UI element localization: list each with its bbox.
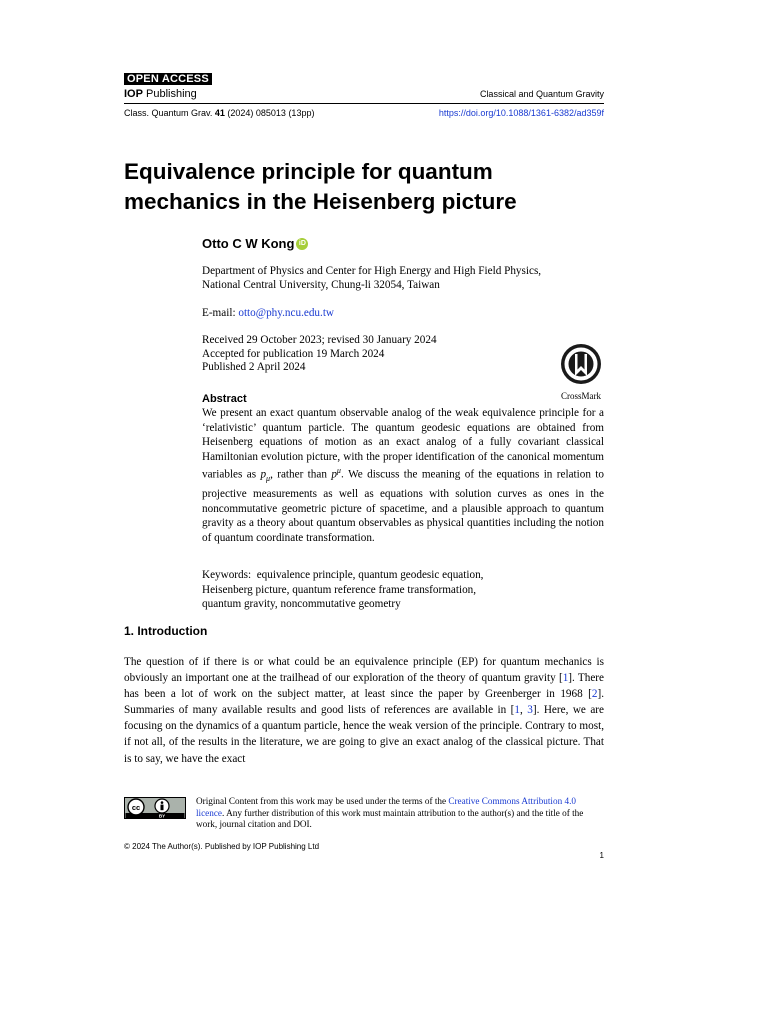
article-dates <box>202 334 604 375</box>
crossmark-icon <box>560 343 602 385</box>
license-part-2: . Any further distribution of this work must maintain attribution to the author(s) and the title of the work, journal citation and DOI. <box>196 807 584 830</box>
ref-separator: , <box>520 704 528 717</box>
email-label: E-mail: <box>202 307 239 319</box>
copyright: © 2024 The Author(s). Published by IOP Publishing Ltd <box>124 842 320 851</box>
crossmark-label: CrossMark <box>561 391 601 401</box>
license-part-1: Original Content from this work may be used under the terms of the <box>196 796 449 806</box>
received-date: Received 29 October 2023; revised 30 January 2024 <box>202 334 437 346</box>
upper-index-mu: μ <box>336 466 341 476</box>
article-title <box>124 157 604 217</box>
publisher-bold: IOP <box>124 88 143 100</box>
abstract-part-3: . We discuss the meaning of the equations in relation to projective measurements as well as equations with solution curves as ones in the noncommutative geometric picture of spacetime, and a plausible approach to quantum gravity as a theory about quantum observables as physical quantities including the notion of quantum coordinate transformation. <box>202 469 605 544</box>
abstract-text <box>202 406 604 545</box>
intro-part-1: The question of if there is or what could be an equivalence principle (EP) for quantum mechanics is obviously an important one at the trailhead of our exploration of the theory of quantum gravity [ <box>124 656 604 685</box>
email-line <box>202 307 604 321</box>
lower-index-mu: μ <box>266 474 271 484</box>
introduction-text <box>124 654 604 767</box>
citation-ref[interactable]: 3 <box>527 704 533 717</box>
symbol-p-upper: p <box>331 469 337 482</box>
doi-link[interactable]: https://doi.org/10.1088/1361-6382/ad359f <box>438 108 604 118</box>
keywords-line-3: quantum gravity, noncommutative geometry <box>202 598 401 611</box>
keywords-1: equivalence principle, quantum geodesic equation, <box>256 569 484 581</box>
section-heading-introduction: 1. Introduction <box>124 624 208 638</box>
keywords-line-2: Heisenberg picture, quantum reference frame transformation, <box>202 583 477 596</box>
symbol-p-lower: p <box>260 469 267 482</box>
affiliation <box>202 265 604 292</box>
orcid-icon[interactable]: iD <box>296 238 308 250</box>
citation-ref[interactable]: 1 <box>562 672 569 685</box>
affiliation-line-1: Department of Physics and Center for High Energy and High Field Physics, <box>202 265 542 277</box>
cc-by-icon <box>124 797 186 819</box>
intro-part-2: ]. There has been a lot of work on the subject matter, at least since the paper by Greenberger in 1968 [ <box>124 672 605 701</box>
cc-by-badge[interactable] <box>124 797 186 823</box>
intro-part-4: ]. Here, we are focusing on the dynamics of a quantum particle, hence the weak version of the principle. Contrary to most, if not all, of the results in the literature, we are going to give an exact analog of the classical picture. That is to say, we have the exact <box>124 704 605 765</box>
keywords-label: Keywords: <box>202 569 252 581</box>
cc-licence-link[interactable]: Creative Commons Attribution 4.0 licence <box>196 796 576 818</box>
license-text <box>124 796 604 831</box>
journal-name: Classical and Quantum Gravity <box>479 89 604 99</box>
author <box>202 236 308 251</box>
email-link[interactable]: otto@phy.ncu.edu.tw <box>238 307 335 319</box>
citation-volume: 41 <box>214 108 225 118</box>
accepted-date: Accepted for publication 19 March 2024 <box>202 347 385 360</box>
crossmark-button[interactable] <box>556 343 606 401</box>
title-line-1: Equivalence principle for quantum <box>124 159 493 184</box>
abstract-heading: Abstract <box>202 393 247 405</box>
citation-ref[interactable]: 1 <box>514 704 520 717</box>
abstract-part-1: We present an exact quantum observable analog of the weak equivalence principle for a ‘relativistic’ quantum particle. The quantum geodesic equations are obtained from Heisenberg equations of motion as an exact analog of a fully covariant classical Hamiltonian evolution picture, with the proper identification of the canonical momentum variables as <box>202 407 604 482</box>
intro-part-3: ]. Summaries of many available results and good lists of references are available in [ <box>124 688 604 717</box>
citation <box>124 108 314 119</box>
publisher-name: Publishing <box>142 88 197 100</box>
affiliation-line-2: National Central University, Chung-li 32054, Taiwan <box>202 278 440 291</box>
open-access-badge: OPEN ACCESS <box>124 73 212 85</box>
author-name[interactable]: Otto C W Kong <box>202 236 295 251</box>
cc-label: cc <box>131 802 141 812</box>
citation-rest: (2024) 085013 (13pp) <box>224 108 315 118</box>
citation-ref[interactable]: 2 <box>591 688 598 701</box>
page-number: 1 <box>599 851 604 860</box>
by-label: BY <box>158 813 166 819</box>
title-line-2: mechanics in the Heisenberg picture <box>124 189 517 214</box>
publisher-logo <box>124 88 197 100</box>
keywords-line-1 <box>202 568 604 583</box>
keywords <box>202 568 604 612</box>
header-divider <box>124 103 604 104</box>
citation-prefix: Class. Quantum Grav. <box>124 108 215 118</box>
published-date: Published 2 April 2024 <box>202 361 306 374</box>
abstract-part-2: , rather than <box>270 469 332 482</box>
